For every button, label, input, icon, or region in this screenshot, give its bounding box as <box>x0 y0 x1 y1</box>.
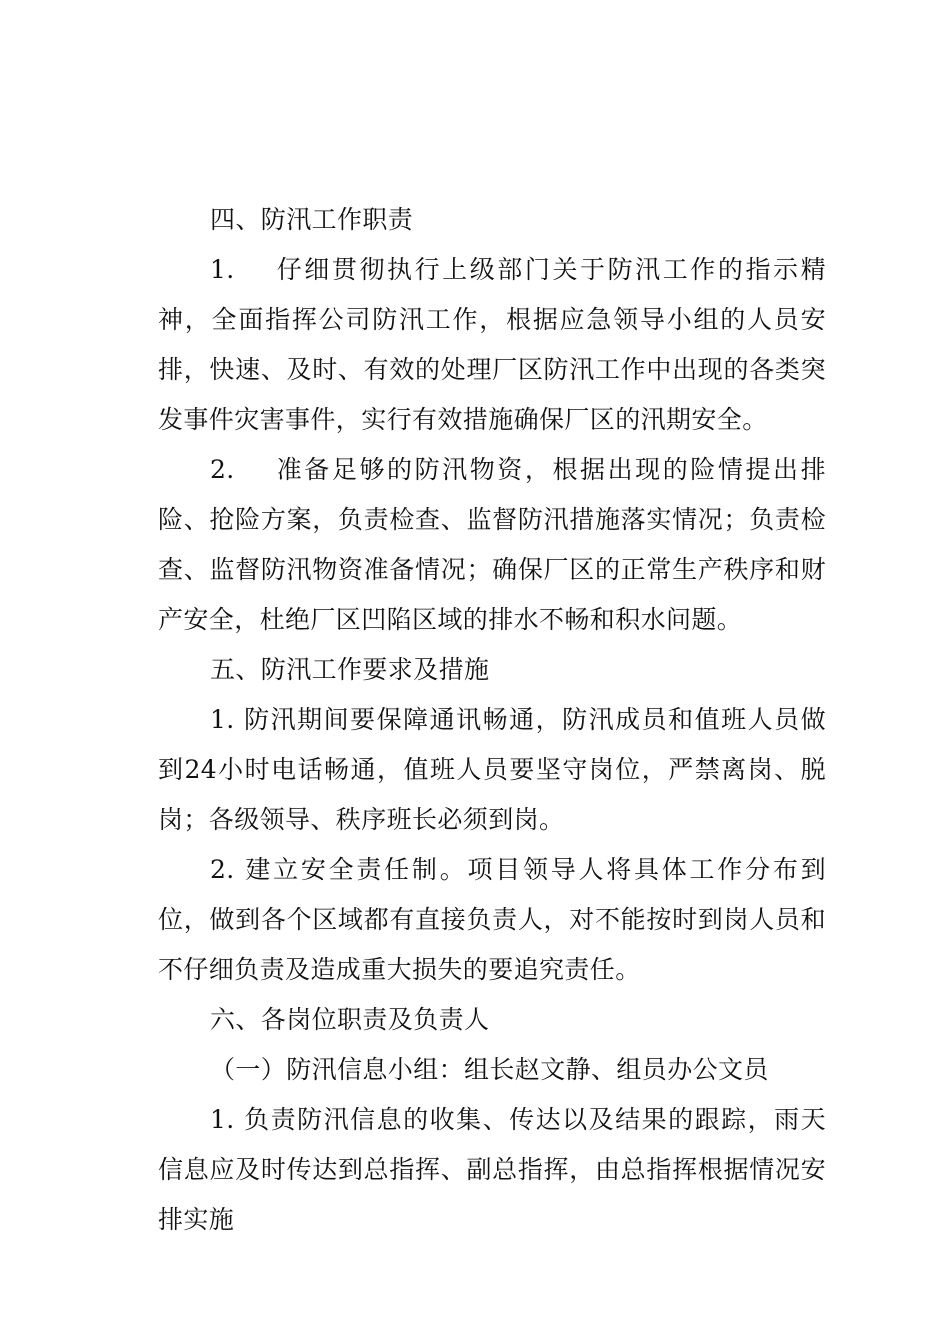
section-heading-positions: 六、各岗位职责及负责人 <box>210 1005 490 1034</box>
subsection-heading-info-group: （一）防汛信息小组：组长赵文静、组员办公文员 <box>210 1055 769 1084</box>
info-group-item-1: 1. 负责防汛信息的收集、传达以及结果的跟踪，雨天信息应及时传达到总指挥、副总指挥，由总指挥根据情况安排实施 <box>158 1105 826 1234</box>
document-body <box>158 195 826 1245</box>
section-heading-duties: 四、防汛工作职责 <box>210 205 414 234</box>
requirement-item-1: 1. 防汛期间要保障通讯畅通，防汛成员和值班人员做到24小时电话畅通，值班人员要坚守岗位，严禁离岗、脱岗；各级领导、秩序班长必须到岗。 <box>158 705 826 834</box>
requirement-item-2: 2. 建立安全责任制。项目领导人将具体工作分布到位，做到各个区域都有直接负责人，对不能按时到岗人员和不仔细负责及造成重大损失的要追究责任。 <box>158 855 826 984</box>
duty-item-1: 1. 仔细贯彻执行上级部门关于防汛工作的指示精神，全面指挥公司防汛工作，根据应急领导小组的人员安排，快速、及时、有效的处理厂区防汛工作中出现的各类突发事件灾害事件，实行有效措施确保厂区的汛期安全。 <box>158 255 826 434</box>
section-heading-requirements: 五、防汛工作要求及措施 <box>210 655 490 684</box>
duty-item-2: 2. 准备足够的防汛物资，根据出现的险情提出排险、抢险方案，负责检查、监督防汛措施落实情况；负责检查、监督防汛物资准备情况；确保厂区的正常生产秩序和财产安全，杜绝厂区凹陷区域的排水不畅和积水问题。 <box>158 455 826 634</box>
